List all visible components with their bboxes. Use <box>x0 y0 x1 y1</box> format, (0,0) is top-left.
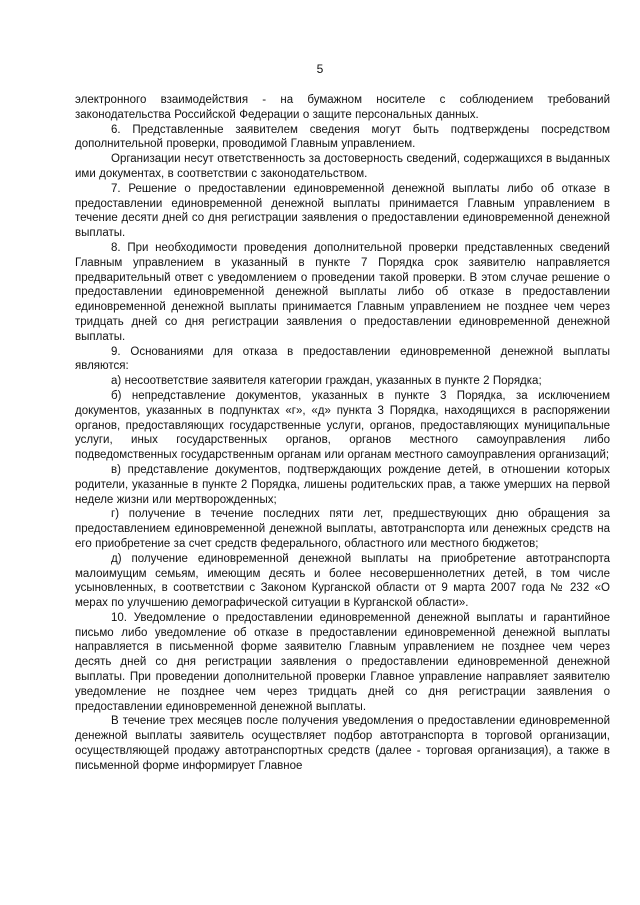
paragraph-item-9g: г) получение в течение последних пяти лет, предшествующих дню обращения за предоставлением единовременной денежной выплаты, автотранспорта или денежных средств на его приобретение за счет средств федерального, областного или местного бюджетов; <box>75 508 610 550</box>
paragraph-item-9d: д) получение единовременной денежной выплаты на приобретение автотранспорта малоимущим семьям, имеющим десять и более несовершеннолетних детей, в том числе усыновленных, в соответствии с Законом Курганской области от 9 марта 2007 года № 232 «О мерах по улучшению демографической ситуации в Курганской области». <box>75 552 610 610</box>
paragraph-organizations-responsibility: Организации несут ответственность за достоверность сведений, содержащихся в выданных ими документах, в соответствии с законодательством. <box>75 153 610 180</box>
paragraph-item-10: 10. Уведомление о предоставлении единовременной денежной выплаты и гарантийное письмо либо уведомление об отказе в предоставлении единовременной денежной выплаты направляется в письменной форме заявителю Главным управлением не позднее чем через десять дней со дня регистрации заявления о предоставлении единовременной денежной выплаты. При проведении дополнительной проверки Главное управление направляет заявителю уведомление не позднее чем через тридцать дней со дня регистрации заявления о предоставлении единовременной денежной выплаты. <box>75 611 610 713</box>
paragraph-item-9a: а) несоответствие заявителя категории граждан, указанных в пункте 2 Порядка; <box>111 375 542 388</box>
paragraph-item-6: 6. Представленные заявителем сведения могут быть подтверждены посредством дополнительной проверки, проводимой Главным управлением. <box>75 123 610 151</box>
page-number: 5 <box>316 62 324 76</box>
paragraph-continuation: электронного взаимодействия - на бумажном носителе с соблюдением требований законодательства Российской Федерации о защите персональных данных. <box>75 94 610 121</box>
document-body <box>75 93 610 774</box>
paragraph-three-months: В течение трех месяцев после получения уведомления о предоставлении единовременной денежной выплаты заявитель осуществляет подбор автотранспорта в торговой организации, осуществляющей продажу автотранспортных средств (далее - торговая организация), а также в письменной форме информирует Главное <box>75 715 610 772</box>
paragraph-item-9v: в) представление документов, подтверждающих рождение детей, в отношении которых родители, указанные в пункте 2 Порядка, лишены родительских прав, а также умерших на первой неделе жизни или мертворожденных; <box>75 463 610 506</box>
paragraph-item-8: 8. При необходимости проведения дополнительной проверки представленных сведений Главным управлением в указанный в пункте 7 Порядка срок заявителю направляется предварительный ответ с уведомлением о проведении такой проверки. В этом случае решение о предоставлении единовременной денежной выплаты либо об отказе в предоставлении единовременной денежной выплаты принимается Главным управлением не позднее чем через тридцать дней со дня регистрации заявления о предоставлении единовременной денежной выплаты. <box>75 241 610 343</box>
paragraph-item-9b: б) непредставление документов, указанных в пункте 3 Порядка, за исключением документов, указанных в подпунктах «г», «д» пункта 3 Порядка, находящихся в распоряжении органов, предоставляющих государственные услуги, органов, предоставляющих муниципальные услуги, иных государственных органов, органов местного самоуправления либо подведомственных государственным органам или органам местного самоуправления организаций; <box>75 389 610 462</box>
paragraph-item-9: 9. Основаниями для отказа в предоставлении единовременной денежной выплаты являются: <box>75 345 610 373</box>
paragraph-item-7: 7. Решение о предоставлении единовременной денежной выплаты либо об отказе в предоставлении единовременной денежной выплаты принимается Главным управлением в течение десяти дней со дня регистрации заявления о предоставлении единовременной денежной выплаты. <box>75 182 610 240</box>
